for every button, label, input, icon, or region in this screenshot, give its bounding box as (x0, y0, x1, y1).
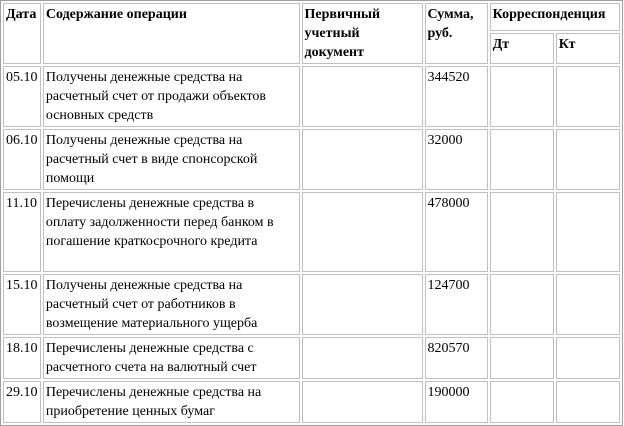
cell-date: 15.10 (3, 274, 41, 335)
table-body (3, 66, 620, 423)
table-row (3, 337, 620, 379)
cell-credit (556, 337, 620, 379)
header-document: Первичный учетный документ (302, 3, 423, 64)
cell-sum: 32000 (425, 129, 488, 190)
cell-credit (556, 192, 620, 272)
cell-date: 06.10 (3, 129, 41, 190)
cell-debit (490, 274, 554, 335)
cell-sum: 478000 (425, 192, 488, 272)
cell-content: Перечислены денежные средства с расчетного счета на валютный счет (43, 337, 300, 379)
cell-debit (490, 337, 554, 379)
header-date: Дата (3, 3, 41, 64)
header-sum: Сумма, руб. (425, 3, 488, 64)
table-row (3, 66, 620, 127)
table-row (3, 192, 620, 272)
cell-content: Перечислены денежные средства в оплату задолженности перед банком в погашение краткосрочного кредита (43, 192, 300, 272)
cell-date: 18.10 (3, 337, 41, 379)
cell-date: 11.10 (3, 192, 41, 272)
cell-credit (556, 129, 620, 190)
cell-credit (556, 66, 620, 127)
cell-date: 05.10 (3, 66, 41, 127)
header-debit: Дт (490, 33, 554, 64)
cell-document (302, 129, 423, 190)
header-correspondence: Корреспонденция (490, 3, 620, 31)
cell-debit (490, 192, 554, 272)
cell-document (302, 66, 423, 127)
cell-credit (556, 381, 620, 423)
table-row (3, 274, 620, 335)
header-row-top (3, 3, 620, 31)
cell-debit (490, 66, 554, 127)
cell-sum: 124700 (425, 274, 488, 335)
cell-debit (490, 129, 554, 190)
cell-sum: 344520 (425, 66, 488, 127)
cell-document (302, 337, 423, 379)
cell-credit (556, 274, 620, 335)
cell-document (302, 192, 423, 272)
cell-sum: 820570 (425, 337, 488, 379)
cell-sum: 190000 (425, 381, 488, 423)
table-header (3, 3, 620, 64)
cell-document (302, 381, 423, 423)
cell-debit (490, 381, 554, 423)
header-content: Содержание операции (43, 3, 300, 64)
cell-document (302, 274, 423, 335)
table-row (3, 381, 620, 423)
cell-content: Получены денежные средства на расчетный счет от продажи объектов основных средств (43, 66, 300, 127)
cell-content: Получены денежные средства на расчетный счет в виде спонсорской помощи (43, 129, 300, 190)
cell-date: 29.10 (3, 381, 41, 423)
cell-content: Перечислены денежные средства на приобретение ценных бумаг (43, 381, 300, 423)
table-row (3, 129, 620, 190)
header-credit: Кт (556, 33, 620, 64)
cell-content: Получены денежные средства на расчетный счет от работников в возмещение материального ущерба (43, 274, 300, 335)
